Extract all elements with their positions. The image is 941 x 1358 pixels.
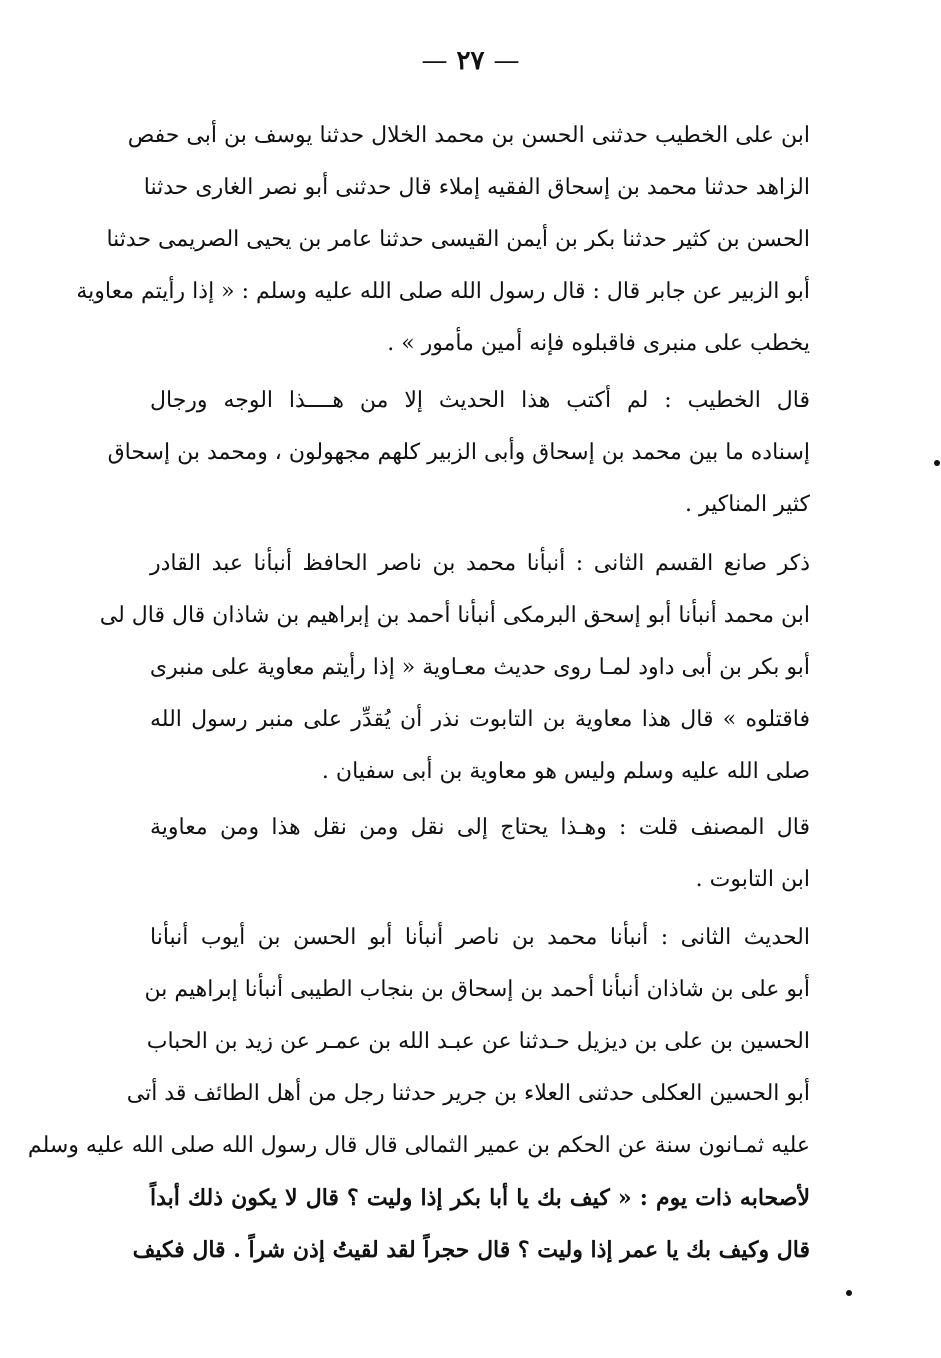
scan-speck	[934, 460, 940, 466]
page-number-dash-left: —	[421, 46, 448, 76]
text-line: ابن على الخطيب حدثنى الحسن بن محمد الخلال حدثنا يوسف بن أبى حفص	[127, 123, 810, 148]
paragraph-5	[27, 912, 810, 1276]
text-line: الزاهد حدثنا محمد بن إسحاق الفقيه إملاء قال حدثنى أبو نصر الغارى حدثنا	[143, 175, 810, 200]
text-line: قال وكيف بك يا عمر إذا وليت ؟ قال حجراً لقد لقيتُ إذن شراً . قال فكيف	[132, 1237, 810, 1263]
text-line: أبو على بن شاذان أنبأنا أحمد بن إسحاق بن بنجاب الطيبى أنبأنا إبراهيم بن	[144, 977, 810, 1002]
page-number	[0, 46, 941, 76]
text-line: قال الخطيب : لم أكتب هذا الحديث إلا من هــــذا الوجه ورجال	[150, 388, 810, 413]
text-line: قال المصنف قلت : وهـذا يحتاج إلى نقل ومن نقل هذا ومن معاوية	[150, 815, 810, 840]
text-line: الحسين بن على بن ديزيل حـدثنا عن عبـد الله بن عمـر عن زيد بن الحباب	[146, 1029, 810, 1054]
page-number-value: ٢٧	[456, 46, 485, 76]
text-line: الحسن بن كثير حدثنا بكر بن أيمن القيسى حدثنا عامر بن يحيى الصريمى حدثنا	[106, 227, 810, 252]
text-line: فاقتلوه » قال هذا معاوية بن التابوت نذر أن يُقدِّر على منبر رسول الله	[150, 707, 810, 732]
paragraph-1	[76, 110, 810, 370]
text-line: أبو الحسين العكلى حدثنى العلاء بن جرير حدثنا رجل من أهل الطائف قد أتى	[126, 1081, 810, 1106]
text-line: لأصحابه ذات يوم : « كيف بك يا أبا بكر إذا وليت ؟ قال لا يكون ذلك أبداً	[150, 1185, 810, 1211]
text-line: عليه ثمـانون سنة عن الحكم بن عمير الثمالى قال قال رسول الله صلى الله عليه وسلم	[27, 1133, 810, 1158]
text-line: كثير المناكير .	[685, 492, 810, 517]
text-line: أبو بكر بن أبى داود لمـا روى حديث معـاوية « إذا رأيتم معاوية على منبرى	[149, 655, 810, 680]
paragraph-2	[107, 375, 810, 531]
scan-speck	[846, 1290, 852, 1296]
text-line: صلى الله عليه وسلم وليس هو معاوية بن أبى سفيان .	[321, 759, 810, 784]
text-line: ابن محمد أنبأنا أبو إسحق البرمكى أنبأنا أحمد بن إبراهيم بن شاذان قال قال لى	[99, 603, 810, 628]
page-number-dash-right: —	[493, 46, 520, 76]
text-line: إسناده ما بين محمد بن إسحاق وأبى الزبير كلهم مجهولون ، ومحمد بن إسحاق	[107, 440, 810, 465]
text-line: الحديث الثانى : أنبأنا محمد بن ناصر أنبأنا أبو الحسن بن أيوب أنبأنا	[150, 925, 810, 950]
paragraph-3	[99, 538, 810, 798]
text-line: يخطب على منبرى فاقبلوه فإنه أمين مأمور » .	[387, 331, 810, 356]
text-line: ابن التابوت .	[695, 867, 810, 892]
paragraph-4	[150, 802, 810, 906]
text-line: ذكر صانع القسم الثانى : أنبأنا محمد بن ناصر الحافظ أنبأنا عبد القادر	[150, 551, 810, 576]
text-line: أبو الزبير عن جابر قال : قال رسول الله صلى الله عليه وسلم : « إذا رأيتم معاوية	[76, 279, 810, 304]
